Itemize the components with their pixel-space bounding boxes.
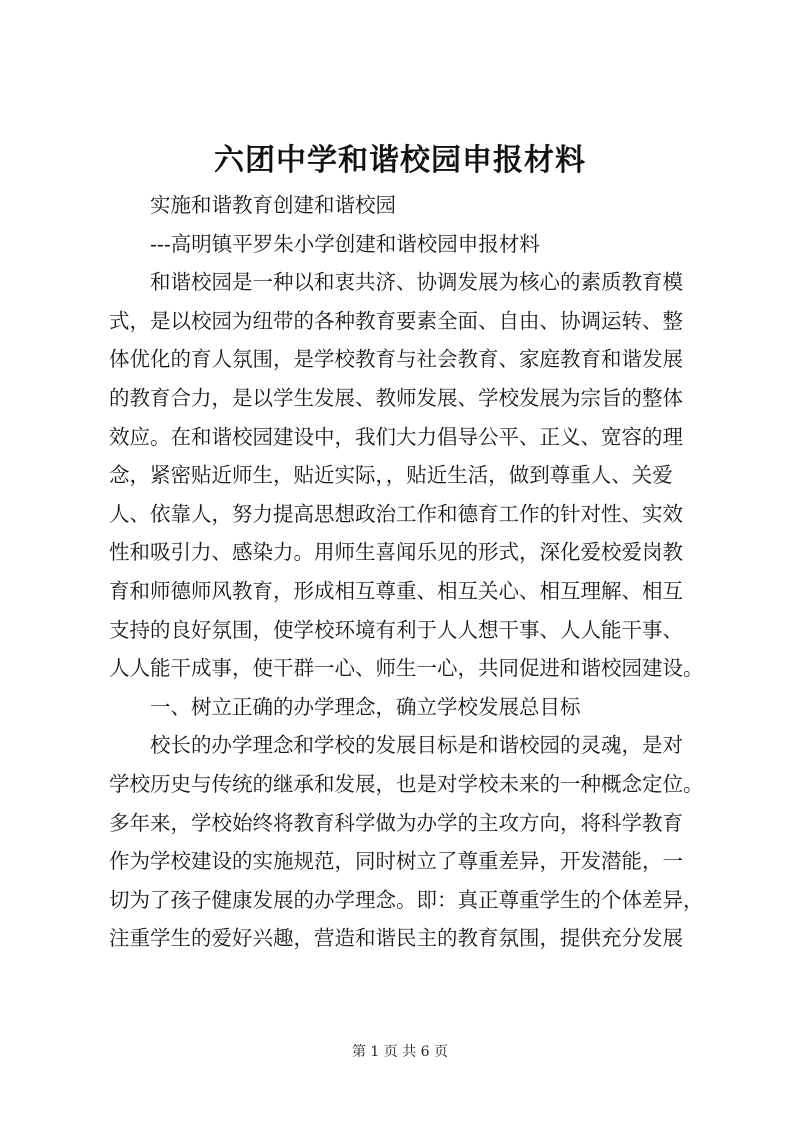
text-line: 一、树立正确的办学理念，确立学校发展总目标 xyxy=(150,694,581,719)
document-body xyxy=(109,186,713,958)
text-line: 学校历史与传统的继承和发展，也是对学校未来的一种概念定位。 xyxy=(109,771,704,796)
text-line: 人人能干成事，使干群一心、师生一心，共同促进和谐校园建设。 xyxy=(109,656,704,681)
text-line: 校长的办学理念和学校的发展目标是和谐校园的灵魂，是对 xyxy=(150,733,683,758)
text-line: 切为了孩子健康发展的办学理念。即：真正尊重学生的个体差异， xyxy=(109,887,704,912)
text-line: 人、依靠人，努力提高思想政治工作和德育工作的针对性、实效 xyxy=(109,501,683,526)
text-line: 和谐校园是一种以和衷共济、协调发展为核心的素质教育模 xyxy=(150,270,683,295)
text-line: 念，紧密贴近师生，贴近实际，，贴近生活，做到尊重人、关爱 xyxy=(109,463,673,488)
text-line: 多年来，学校始终将教育科学做为办学的主攻方向，将科学教育 xyxy=(109,810,683,835)
text-line: 性和吸引力、感染力。用师生喜闻乐见的形式，深化爱校爱岗教 xyxy=(109,540,683,565)
text-line: 注重学生的爱好兴趣，营造和谐民主的教育氛围，提供充分发展 xyxy=(109,926,683,951)
text-line: 支持的良好氛围，使学校环境有利于人人想干事、人人能干事、 xyxy=(109,617,683,642)
text-line: 实施和谐教育创建和谐校园 xyxy=(150,193,396,217)
text-line: 作为学校建设的实施规范，同时树立了尊重差异，开发潜能，一 xyxy=(109,849,683,874)
document-title: 六团中学和谐校园申报材料 xyxy=(214,143,586,178)
page-footer: 第 1 页 共 6 页 xyxy=(351,1044,449,1060)
text-line: 的教育合力，是以学生发展、教师发展、学校发展为宗旨的整体 xyxy=(109,385,683,410)
text-line: ---高明镇平罗朱小学创建和谐校园申报材料 xyxy=(150,231,540,256)
text-line: 育和师德师风教育，形成相互尊重、相互关心、相互理解、相互 xyxy=(109,578,683,603)
text-line: 效应。在和谐校园建设中，我们大力倡导公平、正义、宽容的理 xyxy=(109,424,683,449)
text-line: 体优化的育人氛围，是学校教育与社会教育、家庭教育和谐发展 xyxy=(109,347,683,372)
text-line: 式，是以校园为纽带的各种教育要素全面、自由、协调运转、整 xyxy=(109,308,683,333)
